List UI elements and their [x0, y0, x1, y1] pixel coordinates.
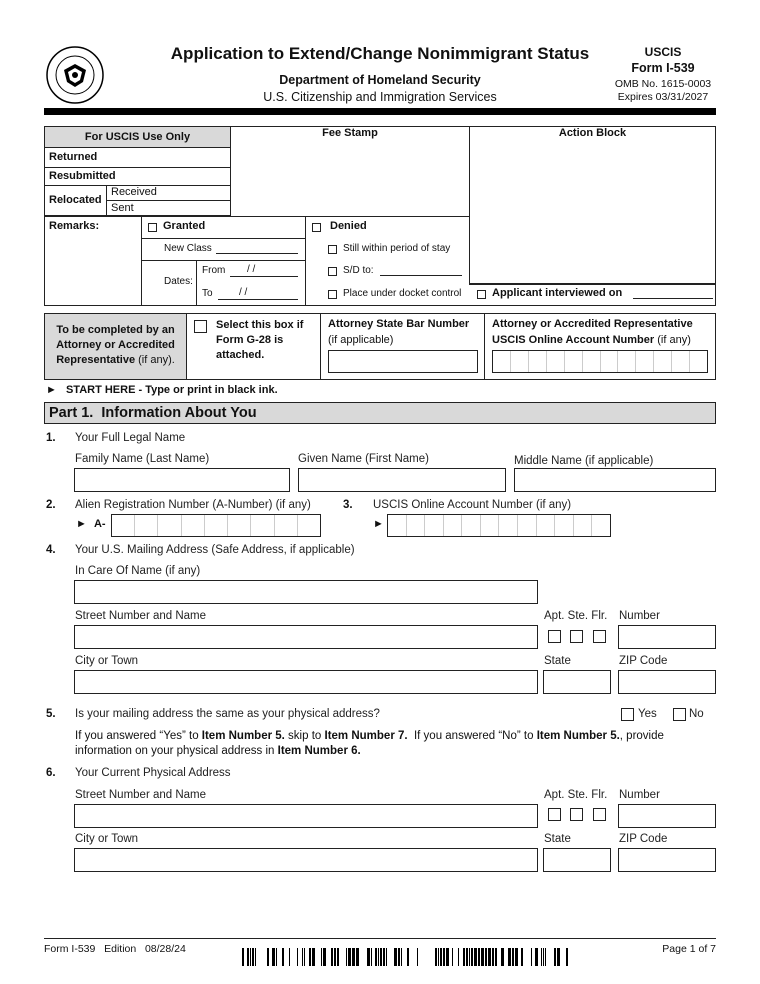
- attorney-instructions: [44, 313, 187, 380]
- item5-instructions: [75, 729, 715, 759]
- department-name: Department of Homeland Security: [279, 73, 481, 87]
- to-date-slashes: / /: [239, 287, 248, 298]
- g28-label: [216, 318, 303, 363]
- ste-checkbox[interactable]: [570, 630, 583, 643]
- family-name-label: Family Name (Last Name): [75, 453, 210, 465]
- city-field[interactable]: [74, 670, 538, 694]
- physical-apt-label: Apt. Ste. Flr.: [544, 789, 608, 801]
- account-label-bold: USCIS Online Account Number: [492, 334, 655, 346]
- item1-number: 1.: [46, 432, 56, 444]
- form-title: Application to Extend/Change Nonimmigrant Status: [170, 44, 590, 63]
- instr-a: If you answered “Yes” to: [75, 730, 202, 742]
- instr-f: Item Number 5.: [536, 730, 620, 742]
- attorney-account-field[interactable]: [492, 350, 708, 373]
- account-label-line2: [492, 334, 691, 346]
- divider: [44, 167, 231, 168]
- received-label: Received: [111, 186, 157, 198]
- start-here-text: START HERE - Type or print in black ink.: [65, 384, 278, 396]
- returned-label: Returned: [49, 151, 98, 163]
- bar-number-label: Attorney State Bar Number: [328, 318, 470, 330]
- from-label: From: [202, 265, 226, 276]
- agency-name: U.S. Citizenship and Immigration Services: [263, 90, 497, 104]
- yes-label: Yes: [638, 708, 657, 720]
- item6-number: 6.: [46, 767, 56, 779]
- new-class-line[interactable]: [216, 253, 298, 254]
- still-within-checkbox[interactable]: [328, 245, 337, 254]
- page-number: Page 1 of 7: [662, 943, 716, 955]
- item5-label: Is your mailing address the same as your physical address?: [75, 708, 380, 720]
- no-label: No: [689, 708, 704, 720]
- physical-zip-label: ZIP Code: [619, 833, 668, 845]
- divider: [469, 284, 716, 285]
- a-number-field[interactable]: [111, 514, 321, 537]
- sent-label: Sent: [111, 202, 134, 214]
- omb-number: OMB No. 1615-0003: [614, 78, 712, 90]
- item6-label: Your Current Physical Address: [75, 767, 231, 779]
- street-label: Street Number and Name: [75, 610, 207, 622]
- item4-number: 4.: [46, 544, 56, 556]
- dhs-seal-icon: [46, 46, 104, 104]
- sd-to-label: S/D to:: [343, 265, 374, 276]
- g28-line2: Form G-28 is: [216, 334, 284, 346]
- city-label: City or Town: [75, 655, 139, 667]
- a-number-prefix-text: A-: [93, 518, 106, 530]
- in-care-of-field[interactable]: [74, 580, 538, 604]
- fee-stamp-box: [230, 126, 470, 217]
- a-number-arrow-icon: ►: [76, 518, 87, 530]
- sd-to-line[interactable]: [380, 275, 462, 276]
- new-class-label: New Class: [164, 243, 212, 254]
- instr-i: Item Number 6.: [277, 745, 361, 757]
- fee-stamp-label: Fee Stamp: [322, 127, 378, 139]
- g28-checkbox[interactable]: [194, 320, 207, 333]
- physical-number-field[interactable]: [618, 804, 716, 828]
- instr-c: skip to: [284, 730, 325, 742]
- physical-city-field[interactable]: [74, 848, 538, 872]
- physical-ste-checkbox[interactable]: [570, 808, 583, 821]
- relocated-label: Relocated: [49, 194, 102, 206]
- divider: [106, 200, 231, 201]
- docket-label: Place under docket control: [343, 288, 462, 299]
- agency-short: USCIS: [644, 45, 682, 59]
- instr-g: , provide: [619, 730, 664, 742]
- from-date-slashes: / /: [247, 264, 256, 275]
- in-care-of-label: In Care Of Name (if any): [75, 565, 201, 577]
- g28-line3: attached.: [216, 349, 265, 361]
- still-within-label: Still within period of stay: [343, 243, 451, 254]
- physical-state-field[interactable]: [543, 848, 611, 872]
- footer-divider: [44, 938, 716, 939]
- to-be-completed-line1: To be completed by an: [56, 324, 175, 336]
- sd-to-checkbox[interactable]: [328, 267, 337, 276]
- physical-street-field[interactable]: [74, 804, 538, 828]
- middle-name-field[interactable]: [514, 468, 716, 492]
- street-field[interactable]: [74, 625, 538, 649]
- account-arrow-icon: ►: [373, 518, 384, 530]
- divider: [196, 260, 197, 306]
- number-label: Number: [619, 610, 660, 622]
- flr-checkbox[interactable]: [593, 630, 606, 643]
- a-number-prefix: [76, 518, 106, 530]
- item3-label: USCIS Online Account Number (if any): [373, 499, 572, 511]
- granted-checkbox[interactable]: [148, 223, 157, 232]
- given-name-field[interactable]: [298, 468, 506, 492]
- barcode-icon: [242, 948, 570, 966]
- physical-number-label: Number: [619, 789, 660, 801]
- physical-street-label: Street Number and Name: [75, 789, 207, 801]
- resubmitted-label: Resubmitted: [49, 170, 116, 182]
- start-arrow-icon: ►: [46, 384, 57, 396]
- yes-checkbox[interactable]: [621, 708, 634, 721]
- denied-checkbox[interactable]: [312, 223, 321, 232]
- apt-ste-flr-label: Apt. Ste. Flr.: [544, 610, 608, 622]
- middle-name-label: Middle Name (if applicable): [514, 455, 654, 467]
- for-uscis-label: For USCIS Use Only: [84, 131, 191, 143]
- denied-label: Denied: [330, 220, 367, 232]
- to-date-line[interactable]: [218, 299, 298, 300]
- item1-label: Your Full Legal Name: [75, 432, 186, 444]
- from-date-line[interactable]: [230, 276, 298, 277]
- divider: [305, 216, 306, 306]
- physical-zip-field[interactable]: [618, 848, 716, 872]
- divider: [44, 216, 470, 217]
- state-label: State: [544, 655, 571, 667]
- part1-title: Part 1. Information About You: [49, 405, 257, 421]
- instr-h: information on your physical address in: [75, 745, 278, 757]
- uscis-account-field[interactable]: [387, 514, 611, 537]
- apt-checkbox[interactable]: [548, 630, 561, 643]
- item5-number: 5.: [46, 708, 56, 720]
- to-be-completed-line4: (if any).: [138, 354, 175, 366]
- part1-header: [44, 402, 716, 424]
- to-label: To: [202, 288, 213, 299]
- apt-number-field[interactable]: [618, 625, 716, 649]
- no-checkbox[interactable]: [673, 708, 686, 721]
- start-here: [46, 384, 278, 396]
- bar-number-field[interactable]: [328, 350, 478, 373]
- interviewed-label: Applicant interviewed on: [492, 287, 623, 299]
- to-be-completed-line2: Attorney or Accredited: [56, 339, 175, 351]
- form-edition: Form I-539 Edition 08/28/24: [44, 943, 186, 955]
- bar-number-note: (if applicable): [328, 334, 394, 346]
- granted-label: Granted: [163, 220, 206, 232]
- account-note: (if any): [657, 334, 691, 346]
- divider: [320, 313, 321, 380]
- interviewed-checkbox[interactable]: [477, 290, 486, 299]
- interviewed-line[interactable]: [633, 298, 713, 299]
- item3-number: 3.: [343, 499, 353, 511]
- form-number: Form I-539: [631, 61, 695, 75]
- given-name-label: Given Name (First Name): [298, 453, 429, 465]
- divider: [141, 260, 305, 261]
- remarks-label: Remarks:: [49, 220, 100, 232]
- family-name-field[interactable]: [74, 468, 290, 492]
- divider: [141, 238, 305, 239]
- physical-flr-checkbox[interactable]: [593, 808, 606, 821]
- physical-apt-checkbox[interactable]: [548, 808, 561, 821]
- header-divider: [44, 108, 716, 115]
- state-field[interactable]: [543, 670, 611, 694]
- divider: [484, 313, 485, 380]
- zip-label: ZIP Code: [619, 655, 668, 667]
- dates-label: Dates:: [164, 276, 193, 287]
- physical-city-label: City or Town: [75, 833, 139, 845]
- action-block-box: [469, 126, 716, 284]
- instr-e: If you answered “No” to: [407, 730, 537, 742]
- docket-checkbox[interactable]: [328, 290, 337, 299]
- item2-label: Alien Registration Number (A-Number) (if any): [75, 499, 311, 511]
- action-block-label: Action Block: [558, 127, 627, 139]
- divider: [141, 216, 142, 306]
- instr-d: Item Number 7.: [324, 730, 408, 742]
- item2-number: 2.: [46, 499, 56, 511]
- instr-b: Item Number 5.: [201, 730, 285, 742]
- g28-line1: Select this box if: [216, 319, 304, 331]
- zip-field[interactable]: [618, 670, 716, 694]
- to-be-completed-line3: Representative: [56, 354, 136, 366]
- account-label-line1: Attorney or Accredited Representative: [492, 318, 693, 330]
- item4-label: Your U.S. Mailing Address (Safe Address, if applicable): [75, 544, 355, 556]
- physical-state-label: State: [544, 833, 571, 845]
- expiration-date: Expires 03/31/2027: [617, 91, 709, 103]
